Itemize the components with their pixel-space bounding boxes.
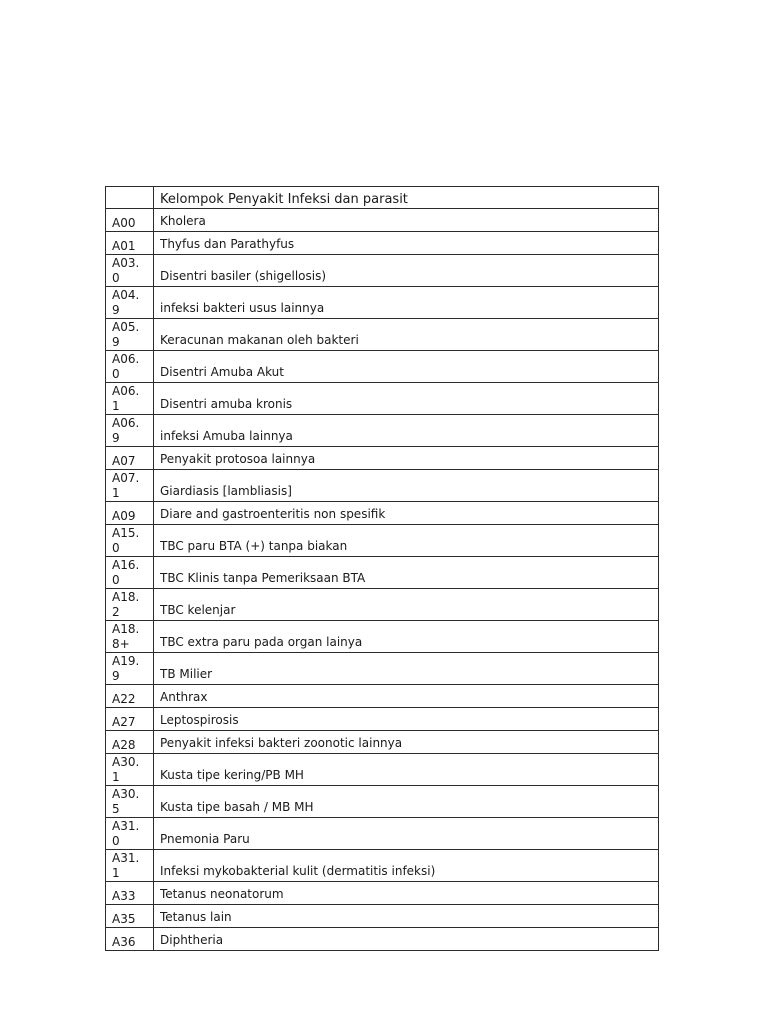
code-cell: A22 (106, 685, 154, 708)
table-row (106, 708, 659, 731)
table-row (106, 653, 659, 685)
disease-name-cell: TBC Klinis tanpa Pemeriksaan BTA (154, 557, 659, 589)
table-row (106, 818, 659, 850)
disease-name-cell: Diare and gastroenteritis non spesifik (154, 502, 659, 525)
table-row (106, 319, 659, 351)
disease-name-cell: TB Milier (154, 653, 659, 685)
table-row (106, 287, 659, 319)
table-row (106, 383, 659, 415)
disease-name-cell: TBC paru BTA (+) tanpa biakan (154, 525, 659, 557)
table-row (106, 731, 659, 754)
code-cell: A03. 0 (106, 255, 154, 287)
code-cell: A31. 0 (106, 818, 154, 850)
disease-name-cell: Kusta tipe kering/PB MH (154, 754, 659, 786)
header-code-cell (106, 187, 154, 209)
header-title-cell: Kelompok Penyakit Infeksi dan parasit (154, 187, 659, 209)
disease-name-cell: Thyfus dan Parathyfus (154, 232, 659, 255)
code-cell: A16. 0 (106, 557, 154, 589)
table-row (106, 232, 659, 255)
table-row (106, 447, 659, 470)
disease-name-cell: Keracunan makanan oleh bakteri (154, 319, 659, 351)
disease-name-cell: Disentri Amuba Akut (154, 351, 659, 383)
code-cell: A09 (106, 502, 154, 525)
code-cell: A01 (106, 232, 154, 255)
disease-name-cell: Giardiasis [lambliasis] (154, 470, 659, 502)
table-row (106, 621, 659, 653)
code-cell: A06. 9 (106, 415, 154, 447)
table-row (106, 415, 659, 447)
table-row (106, 209, 659, 232)
table-row (106, 905, 659, 928)
code-cell: A15. 0 (106, 525, 154, 557)
disease-name-cell: TBC kelenjar (154, 589, 659, 621)
disease-name-cell: Leptospirosis (154, 708, 659, 731)
code-cell: A07. 1 (106, 470, 154, 502)
code-cell: A31. 1 (106, 850, 154, 882)
table-row (106, 557, 659, 589)
disease-name-cell: Penyakit infeksi bakteri zoonotic lainnya (154, 731, 659, 754)
disease-name-cell: Kholera (154, 209, 659, 232)
code-cell: A07 (106, 447, 154, 470)
code-cell: A33 (106, 882, 154, 905)
code-cell: A36 (106, 928, 154, 951)
table-row (106, 685, 659, 708)
disease-name-cell: Infeksi mykobakterial kulit (dermatitis infeksi) (154, 850, 659, 882)
disease-name-cell: TBC extra paru pada organ lainya (154, 621, 659, 653)
table-row (106, 850, 659, 882)
code-cell: A35 (106, 905, 154, 928)
code-cell: A30. 5 (106, 786, 154, 818)
disease-code-table (105, 186, 659, 951)
code-cell: A00 (106, 209, 154, 232)
disease-name-cell: Pnemonia Paru (154, 818, 659, 850)
table-row (106, 754, 659, 786)
table-row (106, 255, 659, 287)
code-cell: A28 (106, 731, 154, 754)
disease-name-cell: Disentri amuba kronis (154, 383, 659, 415)
code-cell: A19. 9 (106, 653, 154, 685)
disease-name-cell: Penyakit protosoa lainnya (154, 447, 659, 470)
table-header-row (106, 187, 659, 209)
code-cell: A30. 1 (106, 754, 154, 786)
disease-name-cell: Anthrax (154, 685, 659, 708)
code-cell: A27 (106, 708, 154, 731)
disease-name-cell: infeksi Amuba lainnya (154, 415, 659, 447)
disease-name-cell: Kusta tipe basah / MB MH (154, 786, 659, 818)
code-cell: A05. 9 (106, 319, 154, 351)
disease-name-cell: Diphtheria (154, 928, 659, 951)
table-row (106, 928, 659, 951)
code-cell: A06. 1 (106, 383, 154, 415)
disease-name-cell: infeksi bakteri usus lainnya (154, 287, 659, 319)
table-row (106, 786, 659, 818)
table-row (106, 882, 659, 905)
table-row (106, 351, 659, 383)
table-row (106, 589, 659, 621)
code-cell: A18. 8+ (106, 621, 154, 653)
table-row (106, 470, 659, 502)
table-row (106, 502, 659, 525)
code-cell: A04. 9 (106, 287, 154, 319)
table-row (106, 525, 659, 557)
disease-name-cell: Tetanus neonatorum (154, 882, 659, 905)
code-cell: A06. 0 (106, 351, 154, 383)
disease-name-cell: Disentri basiler (shigellosis) (154, 255, 659, 287)
disease-name-cell: Tetanus lain (154, 905, 659, 928)
code-cell: A18. 2 (106, 589, 154, 621)
